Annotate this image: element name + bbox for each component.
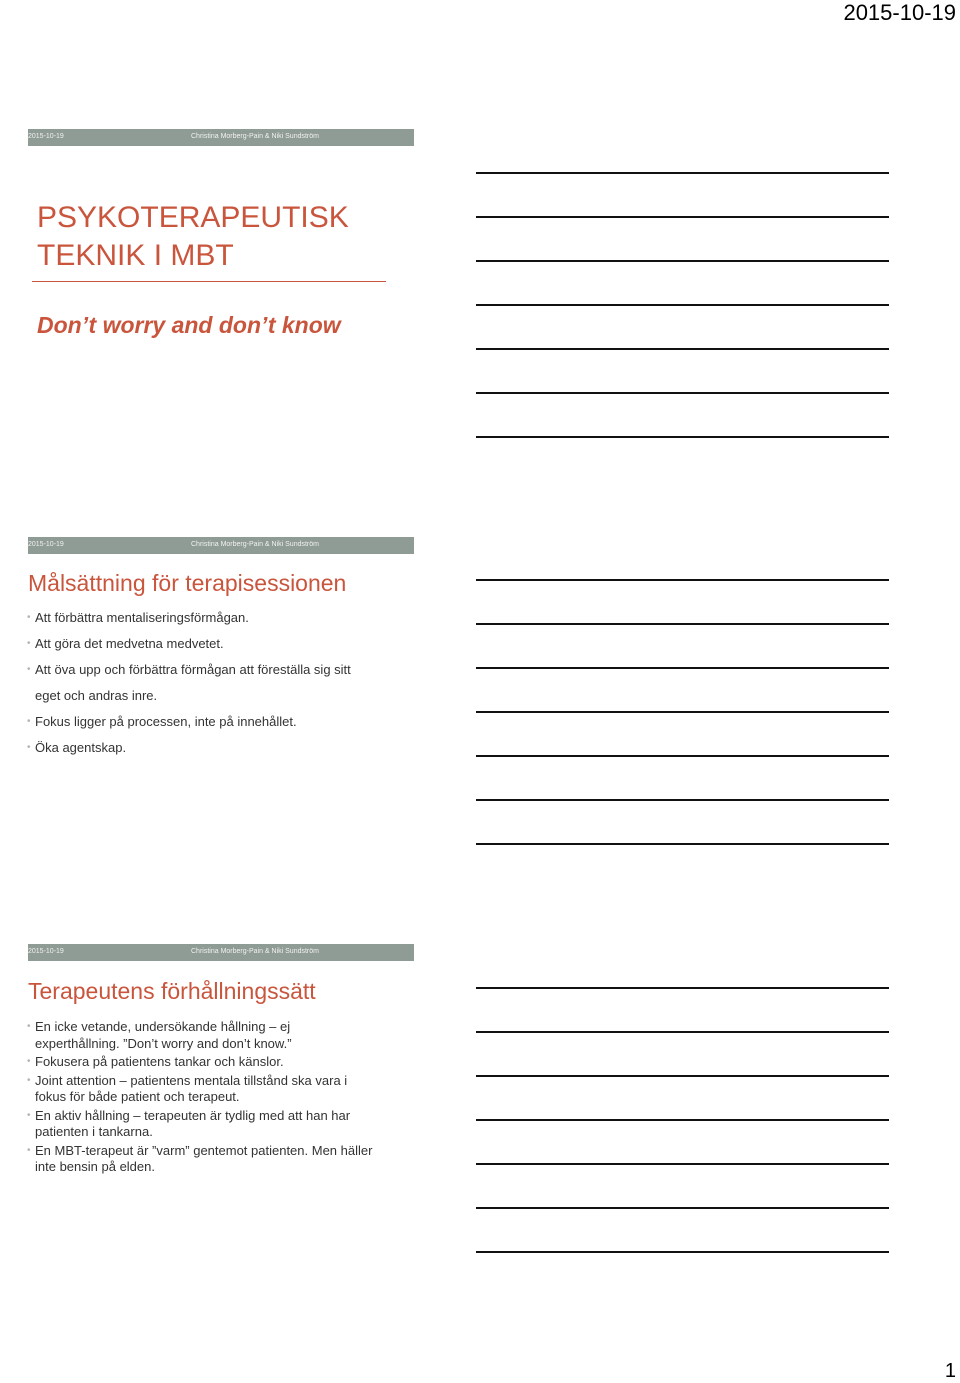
title-divider [32,281,386,282]
note-line [476,711,889,713]
note-line [476,436,889,438]
note-line [476,392,889,394]
note-line [476,1207,889,1209]
note-line [476,1075,889,1077]
note-line [476,1031,889,1033]
note-line [476,304,889,306]
note-line [476,1119,889,1121]
slide-date: 2015-10-19 [28,133,64,140]
slide-author: Christina Morberg-Pain & Niki Sundström [191,948,319,955]
bullet-item: • En icke vetande, undersökande hållning – ej experthållning. ”Don’t worry and don’t know.” [28,1019,373,1052]
note-line [476,348,889,350]
bullet-item: • Fokusera på patientens tankar och känslor. [28,1054,373,1071]
note-line [476,579,889,581]
slide-title-line-2: TEKNIK I MBT [37,239,234,272]
slide-date: 2015-10-19 [28,948,64,955]
slide-header-bar [28,129,414,146]
bullet-item: • Att förbättra mentaliseringsförmågan. [28,605,388,631]
bullet-item: • En MBT-terapeut är ”varm” gentemot patienten. Men häller inte bensin på elden. [28,1143,373,1176]
bullet-item: • Fokus ligger på processen, inte på innehållet. [28,709,388,735]
bullet-list [28,605,388,761]
slide-subtitle: Don’t worry and don’t know [37,312,341,338]
note-line [476,216,889,218]
note-line [476,623,889,625]
note-line [476,987,889,989]
slide-title [37,199,397,275]
slide-header-bar [28,537,414,554]
note-line [476,260,889,262]
bullet-list [28,1019,373,1178]
bullet-item: • Att göra det medvetna medvetet. [28,631,388,657]
slide-title: Målsättning för terapisessionen [28,570,347,596]
page-number: 1 [944,1360,956,1382]
slide-title-line-1: PSYKOTERAPEUTISK [37,201,349,234]
note-line [476,1163,889,1165]
note-line [476,843,889,845]
bullet-item: • Joint attention – patientens mentala tillstånd ska vara i fokus för både patient och terapeut. [28,1073,373,1106]
note-line [476,755,889,757]
slide-title: Terapeutens förhållningssätt [28,978,316,1004]
slide-author: Christina Morberg-Pain & Niki Sundström [191,541,319,548]
note-line [476,172,889,174]
note-line [476,799,889,801]
bullet-item: • Öka agentskap. [28,735,388,761]
slide-date: 2015-10-19 [28,541,64,548]
slide-1 [28,129,414,419]
slide-author: Christina Morberg-Pain & Niki Sundström [191,133,319,140]
slide-2 [28,537,414,827]
bullet-item: • Att öva upp och förbättra förmågan att föreställa sig sitt eget och andras inre. [28,657,375,709]
note-line [476,667,889,669]
slide-header-bar [28,944,414,961]
note-line [476,1251,889,1253]
page-date: 2015-10-19 [843,0,956,25]
bullet-item: • En aktiv hållning – terapeuten är tydlig med att han har patienten i tankarna. [28,1108,373,1141]
slide-3 [28,944,414,1234]
